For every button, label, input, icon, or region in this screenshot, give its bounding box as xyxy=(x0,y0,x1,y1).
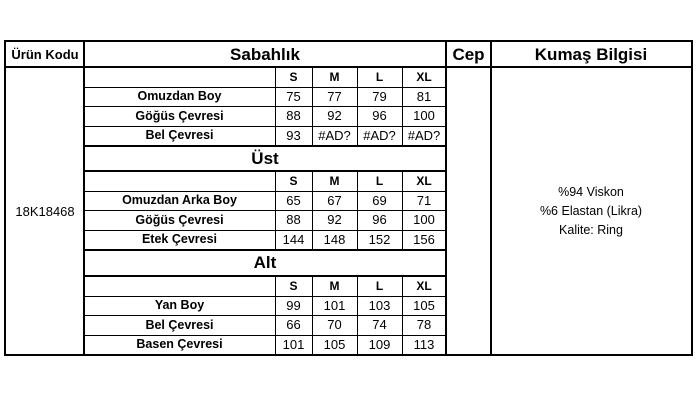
measurement-value: 152 xyxy=(368,231,391,247)
size-header: S xyxy=(289,69,298,84)
measurement-value: 105 xyxy=(413,297,435,313)
size-header: M xyxy=(329,173,340,188)
size-header: L xyxy=(375,278,384,293)
size-header: XL xyxy=(416,173,432,188)
fabric-line-3: Kalite: Ring xyxy=(559,222,623,237)
size-header: S xyxy=(289,278,298,293)
section-title: Üst xyxy=(251,149,279,168)
measurement-value: 69 xyxy=(372,192,387,208)
measurement-value: 92 xyxy=(327,108,342,124)
measurement-value: #AD? xyxy=(407,127,441,143)
measurement-label: Bel Çevresi xyxy=(145,317,214,332)
size-header: S xyxy=(289,173,298,188)
grid-line xyxy=(84,87,446,88)
grid-line xyxy=(84,145,446,147)
grid-line xyxy=(84,296,446,297)
measurement-value: 148 xyxy=(323,231,346,247)
measurement-value: #AD? xyxy=(318,127,351,143)
measurement-value: 105 xyxy=(323,336,346,352)
grid-line xyxy=(691,40,693,356)
header-fabric-info: Kumaş Bilgisi xyxy=(534,44,648,64)
measurement-value: 100 xyxy=(413,108,435,124)
grid-line xyxy=(357,67,358,145)
header-cep: Cep xyxy=(452,44,485,64)
header-product-code: Ürün Kodu xyxy=(11,47,79,62)
measurement-value: 77 xyxy=(327,88,342,104)
measurement-value: 70 xyxy=(327,317,342,333)
grid-line xyxy=(4,354,693,356)
fabric-line-2: %6 Elastan (Likra) xyxy=(539,203,643,218)
measurement-value: 96 xyxy=(372,212,387,228)
grid-line xyxy=(83,40,85,356)
measurement-value: 101 xyxy=(323,297,346,313)
grid-line xyxy=(4,40,6,356)
measurement-value: 103 xyxy=(368,297,391,313)
measurement-value: 93 xyxy=(286,127,301,143)
measurement-value: 88 xyxy=(286,212,301,228)
size-header: L xyxy=(375,69,384,84)
measurement-label: Omuzdan Arka Boy xyxy=(122,193,237,208)
grid-line xyxy=(84,106,446,107)
size-header: M xyxy=(329,278,340,293)
grid-line xyxy=(445,40,447,356)
size-header: L xyxy=(375,173,384,188)
measurement-value: 78 xyxy=(416,317,432,333)
grid-line xyxy=(275,276,276,354)
measurement-label: Göğüs Çevresi xyxy=(135,212,224,227)
grid-line xyxy=(357,276,358,354)
grid-line xyxy=(84,191,446,192)
measurement-label: Basen Çevresi xyxy=(136,337,223,352)
grid-line xyxy=(84,315,446,316)
fabric-info xyxy=(491,67,691,355)
measurement-label: Yan Boy xyxy=(154,298,205,313)
measurement-value: 75 xyxy=(286,88,301,104)
measurement-label: Etek Çevresi xyxy=(141,232,218,247)
measurement-value: 99 xyxy=(286,297,301,313)
grid-line xyxy=(84,170,446,172)
grid-line xyxy=(275,67,276,145)
size-header: XL xyxy=(416,69,432,84)
grid-line xyxy=(312,67,313,145)
grid-line xyxy=(84,335,446,336)
header-sabahlik: Sabahlık xyxy=(230,44,300,64)
measurement-label: Göğüs Çevresi xyxy=(135,108,224,123)
grid-line xyxy=(275,171,276,249)
grid-line xyxy=(402,171,403,249)
grid-line xyxy=(84,249,446,251)
measurement-value: 156 xyxy=(413,231,435,247)
product-code-value: 18K18468 xyxy=(15,203,75,219)
measurement-value: 79 xyxy=(372,88,387,104)
size-header: XL xyxy=(416,278,432,293)
measurement-value: 100 xyxy=(413,212,435,228)
grid-line xyxy=(312,171,313,249)
grid-line xyxy=(402,67,403,145)
grid-line xyxy=(84,126,446,127)
grid-line xyxy=(4,66,693,68)
measurement-value: 144 xyxy=(282,231,305,247)
measurement-value: 96 xyxy=(372,108,387,124)
grid-line xyxy=(84,275,446,277)
measurement-value: 65 xyxy=(286,192,301,208)
grid-line xyxy=(402,276,403,354)
measurement-value: 74 xyxy=(372,317,387,333)
grid-line xyxy=(84,210,446,211)
measurement-value: 81 xyxy=(416,88,432,104)
measurement-value: #AD? xyxy=(363,127,396,143)
measurement-label: Omuzdan Boy xyxy=(137,89,222,104)
measurement-value: 71 xyxy=(416,192,432,208)
grid-line xyxy=(357,171,358,249)
fabric-line-1: %94 Viskon xyxy=(558,184,624,199)
grid-line xyxy=(490,40,492,356)
grid-line xyxy=(312,276,313,354)
grid-line xyxy=(84,230,446,231)
measurement-value: 67 xyxy=(327,192,342,208)
measurement-label: Bel Çevresi xyxy=(145,128,214,143)
section-title: Alt xyxy=(253,253,277,272)
measurement-value: 101 xyxy=(282,336,305,352)
measurement-value: 66 xyxy=(286,317,301,333)
measurement-value: 88 xyxy=(286,108,301,124)
measurement-value: 92 xyxy=(327,212,342,228)
grid-line xyxy=(4,40,693,42)
measurement-value: 109 xyxy=(368,336,391,352)
size-header: M xyxy=(329,69,340,84)
measurement-value: 113 xyxy=(413,336,435,352)
